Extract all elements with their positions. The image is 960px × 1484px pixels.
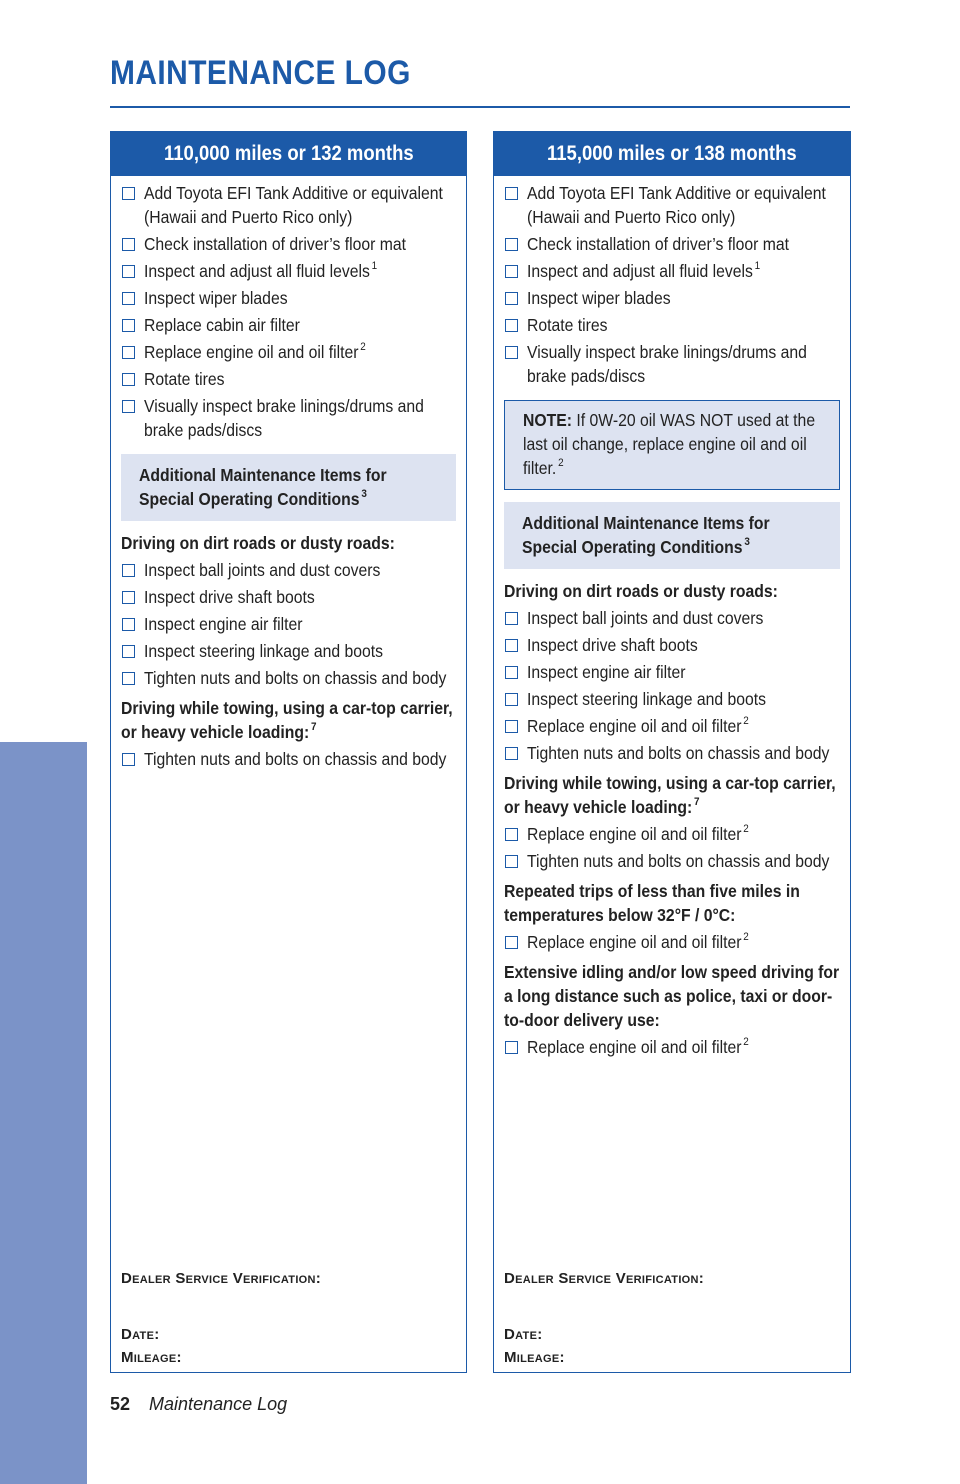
column-header: 110,000 miles or 132 months (111, 132, 466, 176)
oil-note-box: NOTE: If 0W-20 oil WAS NOT used at the last oil change, replace engine oil and oil filter. $^2$ (504, 400, 840, 490)
checklist-item (121, 286, 456, 310)
checkbox[interactable] (505, 666, 518, 679)
condition-heading: Extensive idling and/or low speed driving for a long distance such as police, taxi or door-to-door delivery use: (504, 962, 840, 1030)
section-side-tab (0, 428, 87, 1484)
checklist-item-text: Inspect engine air filter (144, 614, 303, 634)
checkbox[interactable] (122, 564, 135, 577)
checklist-dusty-roads (121, 558, 456, 690)
checklist-item (504, 286, 840, 310)
checklist-item (504, 259, 840, 283)
checklist-item-text: Tighten nuts and bolts on chassis and body (144, 749, 447, 769)
checklist-dusty-roads (504, 606, 840, 765)
checklist-item (504, 741, 840, 765)
column-body (111, 176, 466, 771)
checklist-item (121, 181, 456, 229)
footnote-ref: 2 (360, 341, 366, 353)
page-footer (110, 1394, 287, 1415)
checklist-item-text: Replace engine oil and oil filter (527, 716, 742, 736)
checklist-item-text: Inspect steering linkage and boots (144, 641, 384, 661)
special-conditions-box: Additional Maintenance Items for Special Operating Conditions $^3$ (121, 454, 456, 521)
checkbox[interactable] (505, 292, 518, 305)
checklist-item-text: Add Toyota EFI Tank Additive or equivalent (Hawaii and Puerto Rico only) (527, 183, 826, 227)
checklist-item (121, 639, 456, 663)
checklist-item (504, 633, 840, 657)
checklist-item-text: Rotate tires (527, 315, 608, 335)
checklist-item-text: Replace engine oil and oil filter (144, 342, 359, 362)
checkbox[interactable] (505, 238, 518, 251)
checkbox[interactable] (122, 618, 135, 631)
checklist-item-text: Tighten nuts and bolts on chassis and body (527, 851, 830, 871)
checklist-item-text: Inspect drive shaft boots (527, 635, 698, 655)
checklist-item (121, 367, 456, 391)
mileage-label: Mileage: (504, 1349, 565, 1366)
checklist-item (504, 714, 840, 738)
checklist-towing (504, 822, 840, 873)
checkbox[interactable] (122, 187, 135, 200)
checklist-item (504, 1035, 840, 1059)
checklist-item-text: Inspect and adjust all fluid levels (144, 261, 370, 281)
checklist-item-text: Tighten nuts and bolts on chassis and body (144, 668, 447, 688)
checkbox[interactable] (505, 693, 518, 706)
checkbox[interactable] (505, 639, 518, 652)
checkbox[interactable] (122, 238, 135, 251)
log-column-110000 (110, 131, 467, 1373)
checklist-item-text: Rotate tires (144, 369, 225, 389)
special-conditions-box: Additional Maintenance Items for Special Operating Conditions $^3$ (504, 502, 840, 569)
footnote-ref: 1 (754, 260, 761, 272)
checklist-item (504, 232, 840, 256)
checkbox[interactable] (122, 292, 135, 305)
checklist-item (121, 666, 456, 690)
log-column-115000 (493, 131, 851, 1373)
condition-heading: Driving on dirt roads or dusty roads: (504, 581, 778, 601)
checkbox[interactable] (122, 591, 135, 604)
footnote-ref: 2 (743, 823, 749, 835)
checklist-main (504, 181, 840, 388)
checklist-item (504, 849, 840, 873)
date-label: Date: (121, 1326, 160, 1343)
checklist-item (121, 232, 456, 256)
column-body (494, 176, 850, 1059)
checklist-item-text: Inspect wiper blades (144, 288, 288, 308)
checklist-short-trips (504, 930, 840, 954)
checkbox[interactable] (122, 373, 135, 386)
checklist-item (121, 313, 456, 337)
checkbox[interactable] (122, 753, 135, 766)
checklist-item-text: Inspect and adjust all fluid levels (527, 261, 753, 281)
checkbox[interactable] (505, 936, 518, 949)
checklist-item-text: Replace engine oil and oil filter (527, 824, 742, 844)
checklist-item-text: Inspect engine air filter (527, 662, 686, 682)
checklist-item (121, 340, 456, 364)
checklist-item (504, 687, 840, 711)
checklist-item-text: Check installation of driver’s floor mat (527, 234, 790, 254)
checklist-item (121, 747, 456, 771)
checklist-item-text: Visually inspect brake linings/drums and brake pads/discs (144, 396, 424, 440)
checklist-item-text: Replace cabin air filter (144, 315, 300, 335)
checkbox[interactable] (505, 265, 518, 278)
checkbox[interactable] (505, 187, 518, 200)
footnote-ref: 1 (371, 260, 378, 272)
checklist-item-text: Tighten nuts and bolts on chassis and body (527, 743, 830, 763)
checkbox[interactable] (505, 720, 518, 733)
title-divider (110, 106, 850, 108)
checklist-item-text: Replace engine oil and oil filter (527, 932, 742, 952)
footnote-ref: 2 (743, 931, 749, 943)
footnote-ref: 2 (743, 1036, 749, 1048)
checkbox[interactable] (505, 319, 518, 332)
condition-heading: Driving on dirt roads or dusty roads: (121, 533, 395, 553)
checklist-item (121, 558, 456, 582)
side-tab-label: MAINTENANCE (13, 428, 55, 742)
page-title: MAINTENANCE LOG (110, 54, 411, 92)
condition-heading: Driving while towing, using a car-top carrier, or heavy vehicle loading: $^7$ (504, 773, 836, 817)
checkbox[interactable] (122, 400, 135, 413)
checklist-item-text: Inspect wiper blades (527, 288, 671, 308)
checkbox[interactable] (122, 265, 135, 278)
checklist-item-text: Inspect steering linkage and boots (527, 689, 767, 709)
checkbox[interactable] (122, 346, 135, 359)
footnote-ref: 2 (743, 715, 749, 727)
footer-section-name: Maintenance Log (149, 1394, 288, 1414)
checklist-item (121, 585, 456, 609)
checklist-item (504, 660, 840, 684)
dealer-verification-label: Dealer Service Verification: (504, 1270, 705, 1287)
checkbox[interactable] (122, 672, 135, 685)
checklist-item-text: Check installation of driver’s floor mat (144, 234, 407, 254)
date-label: Date: (504, 1326, 543, 1343)
checklist-item (504, 340, 840, 388)
checklist-item (121, 394, 456, 442)
dealer-verification-label: Dealer Service Verification: (121, 1270, 322, 1287)
checklist-item-text: Inspect drive shaft boots (144, 587, 315, 607)
checkbox[interactable] (505, 747, 518, 760)
checklist-main (121, 181, 456, 442)
checklist-item-text: Add Toyota EFI Tank Additive or equivalent (Hawaii and Puerto Rico only) (144, 183, 443, 227)
checkbox[interactable] (122, 319, 135, 332)
checkbox[interactable] (505, 346, 518, 359)
checklist-item (121, 612, 456, 636)
checklist-item (504, 930, 840, 954)
checklist-item (504, 822, 840, 846)
mileage-label: Mileage: (121, 1349, 182, 1366)
checklist-item (121, 259, 456, 283)
checkbox[interactable] (505, 612, 518, 625)
checkbox[interactable] (122, 645, 135, 658)
checkbox[interactable] (505, 828, 518, 841)
condition-heading: Repeated trips of less than five miles in temperatures below 32°F / 0°C: (504, 881, 800, 925)
column-header: 115,000 miles or 138 months (494, 132, 850, 176)
condition-heading: Driving while towing, using a car-top carrier, or heavy vehicle loading: $^7$ (121, 698, 453, 742)
checklist-item-text: Visually inspect brake linings/drums and brake pads/discs (527, 342, 807, 386)
checklist-item-text: Inspect ball joints and dust covers (527, 608, 764, 628)
checklist-item (504, 313, 840, 337)
checklist-item-text: Inspect ball joints and dust covers (144, 560, 381, 580)
page-number: 52 (110, 1394, 131, 1414)
checklist-idling (504, 1035, 840, 1059)
checklist-item-text: Replace engine oil and oil filter (527, 1037, 742, 1057)
checklist-item (504, 181, 840, 229)
checkbox[interactable] (505, 855, 518, 868)
checklist-towing (121, 747, 456, 771)
checklist-item (504, 606, 840, 630)
checkbox[interactable] (505, 1041, 518, 1054)
